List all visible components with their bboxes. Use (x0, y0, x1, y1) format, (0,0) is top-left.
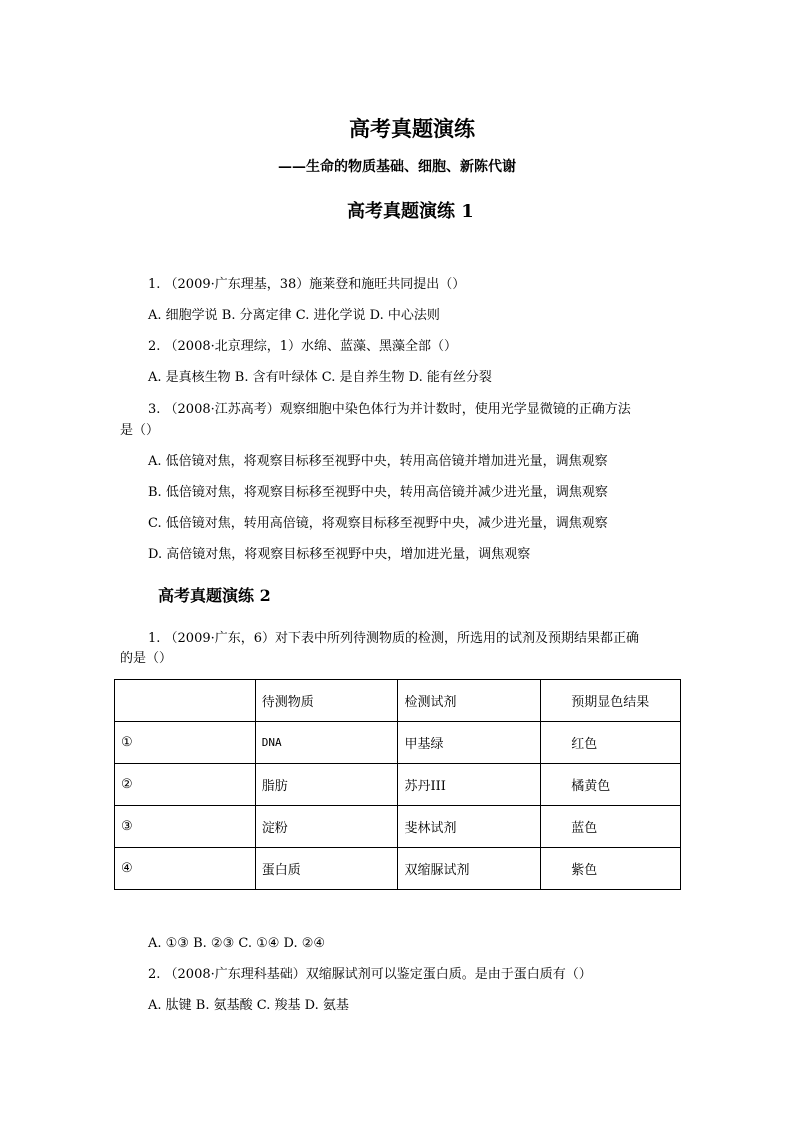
table-cell: ③ (115, 806, 256, 848)
table-row (115, 764, 681, 806)
s2-question-1-stem: 1. （2009·广东，6）对下表中所列待测物质的检测，所选用的试剂及预期结果都正确 (148, 631, 640, 646)
table-cell: 甲基绿 (398, 722, 541, 764)
s1-question-2-options: A. 是真核生物 B. 含有叶绿体 C. 是自养生物 D. 能有丝分裂 (148, 370, 492, 385)
table-cell: DNA (255, 722, 398, 764)
s2-question-1-options: A. ①③ B. ②③ C. ①④ D. ②④ (148, 936, 326, 951)
table-cell: ② (115, 764, 256, 806)
table-row (115, 848, 681, 890)
table-cell: 脂肪 (255, 764, 398, 806)
table-header-cell: 检测试剂 (398, 680, 541, 722)
table-cell: 紫色 (541, 848, 681, 890)
section-2-heading: 高考真题演练 2 (158, 586, 271, 605)
table-row (115, 806, 681, 848)
table-cell: 斐林试剂 (398, 806, 541, 848)
table-cell: 橘黄色 (541, 764, 681, 806)
table-cell: 蓝色 (541, 806, 681, 848)
s1-question-3-option-b: B. 低倍镜对焦，将观察目标移至视野中央，转用高倍镜并减少进光量，调焦观察 (148, 485, 608, 500)
s1-question-3-option-c: C. 低倍镜对焦，转用高倍镜，将观察目标移至视野中央，减少进光量，调焦观察 (148, 516, 608, 531)
table-cell: 红色 (541, 722, 681, 764)
s1-question-3-option-a: A. 低倍镜对焦，将观察目标移至视野中央，转用高倍镜并增加进光量，调焦观察 (148, 454, 608, 469)
table-header-cell: 预期显色结果 (541, 680, 681, 722)
s1-question-2-stem: 2. （2008·北京理综，1）水绵、蓝藻、黑藻全部（） (148, 339, 458, 354)
detection-table (114, 679, 681, 890)
s1-question-3-stem: 3. （2008·江苏高考）观察细胞中染色体行为并计数时，使用光学显微镜的正确方法 (148, 402, 631, 417)
table-header-cell: 待测物质 (255, 680, 398, 722)
table-row (115, 722, 681, 764)
document-title: 高考真题演练 (349, 116, 475, 141)
table-cell: 蛋白质 (255, 848, 398, 890)
table-cell: 淀粉 (255, 806, 398, 848)
s2-question-2-stem: 2. （2008·广东理科基础）双缩脲试剂可以鉴定蛋白质。是由于蛋白质有（） (148, 967, 592, 982)
s1-question-3-stem-cont: 是（） (120, 423, 160, 438)
table-cell: ① (115, 722, 256, 764)
table-cell: ④ (115, 848, 256, 890)
s1-question-1-options: A. 细胞学说 B. 分离定律 C. 进化学说 D. 中心法则 (148, 308, 440, 323)
table-header-cell (115, 680, 256, 722)
s1-question-1-stem: 1. （2009·广东理基，38）施莱登和施旺共同提出（） (148, 277, 466, 292)
table-cell: 双缩脲试剂 (398, 848, 541, 890)
s2-question-1-stem-cont: 的是（） (120, 651, 173, 666)
s1-question-3-option-d: D. 高倍镜对焦，将观察目标移至视野中央，增加进光量，调焦观察 (148, 547, 531, 562)
table-cell: 苏丹III (398, 764, 541, 806)
document-subtitle: ——生命的物质基础、细胞、新陈代谢 (278, 159, 516, 175)
section-1-heading: 高考真题演练 1 (347, 201, 474, 222)
table-header-row (115, 680, 681, 722)
s2-question-2-options: A. 肽键 B. 氨基酸 C. 羧基 D. 氨基 (148, 998, 349, 1013)
